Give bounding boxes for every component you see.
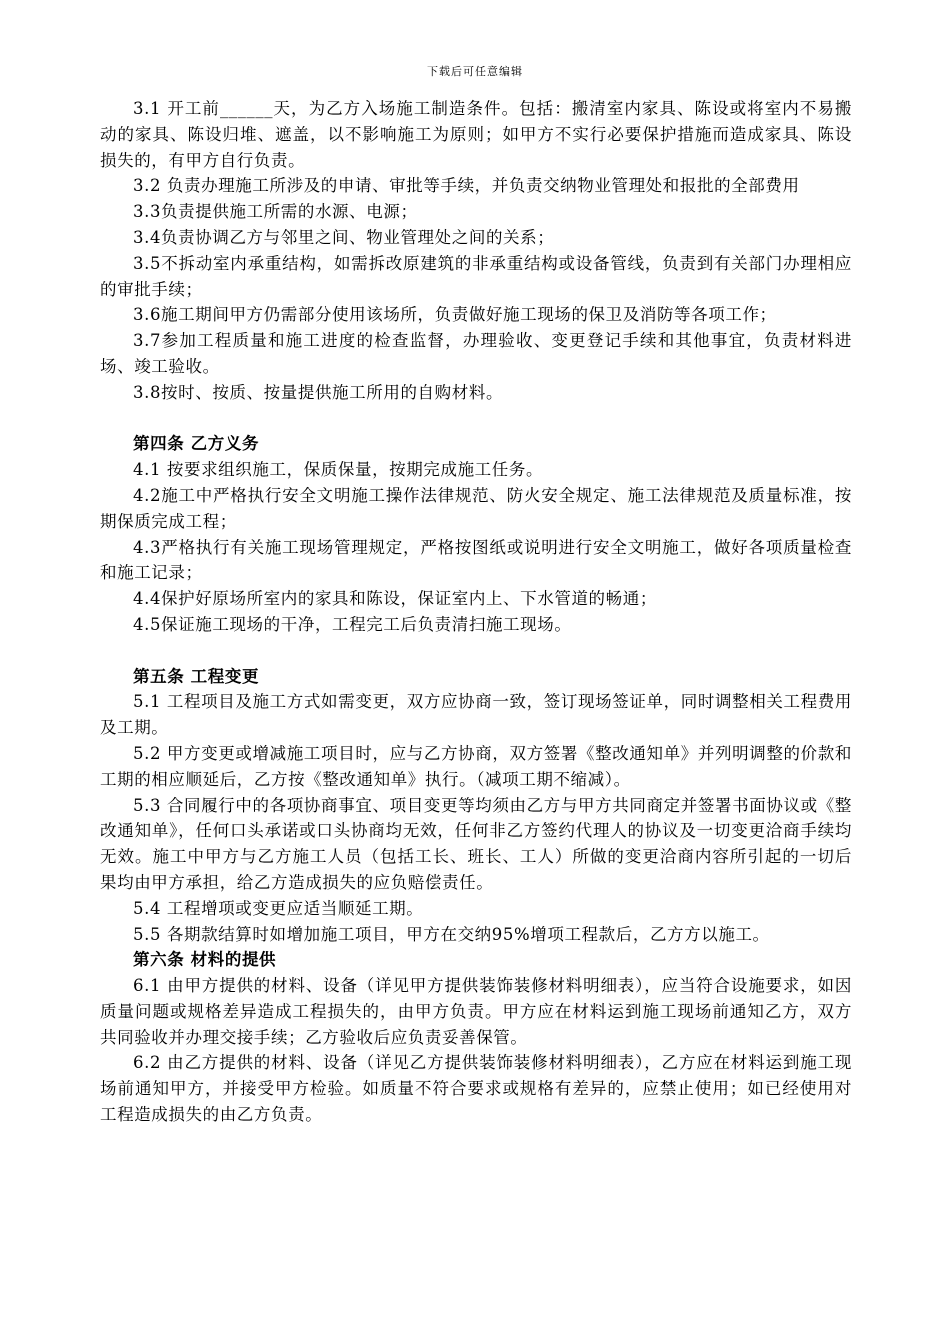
clause-paragraph: 3.6施工期间甲方仍需部分使用该场所，负责做好施工现场的保卫及消防等各项工作； <box>133 305 777 325</box>
page-header: 下载后可任意编辑 <box>427 65 523 78</box>
clause-paragraph: 3.4负责协调乙方与邻里之间、物业管理处之间的关系； <box>133 227 555 247</box>
clause-paragraph: 4.2施工中严格执行安全文明施工操作法律规范、防火安全规定、施工法律规范及质量标准，按期保质完成工程； <box>100 485 852 531</box>
clause-paragraph: 3.1 开工前______天，为乙方入场施工制造条件。包括：搬清室内家具、陈设或将室内不易搬动的家具、陈设归堆、遮盖，以不影响施工为原则；如甲方不实行必要保护措施而造成家具、陈设损失的，有甲方自行负责。 <box>100 99 852 170</box>
clause-paragraph: 5.3 合同履行中的各项协商事宜、项目变更等均须由乙方与甲方共同商定并签署书面协议或《整改通知单》，任何口头承诺或口头协商均无效，任何非乙方签约代理人的协议及一切变更洽商手续均无效。施工中甲方与乙方施工人员（包括工长、班长、工人）所做的变更洽商内容所引起的一切后果均由甲方承担，给乙方造成损失的应负赔偿责任。 <box>100 795 852 892</box>
section-heading: 第五条 工程变更 <box>133 666 260 686</box>
clause-paragraph: 5.2 甲方变更或增减施工项目时，应与乙方协商，双方签署《整改通知单》并列明调整的价款和工期的相应顺延后，乙方按《整改通知单》执行。（减项工期不缩减）。 <box>100 743 852 789</box>
clause-paragraph: 3.2 负责办理施工所涉及的申请、审批等手续，并负责交纳物业管理处和报批的全部费用 <box>133 176 800 196</box>
clause-paragraph: 5.1 工程项目及施工方式如需变更，双方应协商一致，签订现场签证单，同时调整相关工程费用及工期。 <box>100 692 852 738</box>
section-heading: 第六条 材料的提供 <box>133 950 277 970</box>
clause-paragraph: 5.4 工程增项或变更应适当顺延工期。 <box>133 898 424 918</box>
section-heading: 第四条 乙方义务 <box>133 434 260 454</box>
clause-paragraph: 4.5保证施工现场的干净，工程完工后负责清扫施工现场。 <box>133 614 572 634</box>
document-body <box>100 96 852 1128</box>
clause-paragraph: 3.8按时、按质、按量提供施工所用的自购材料。 <box>133 382 504 402</box>
clause-paragraph: 4.3严格执行有关施工现场管理规定，严格按图纸或说明进行安全文明施工，做好各项质量检查和施工记录； <box>100 537 852 583</box>
clause-paragraph: 5.5 各期款结算时如增加施工项目，甲方在交纳95%增项工程款后，乙方方以施工。 <box>133 924 770 944</box>
clause-paragraph: 3.3负责提供施工所需的水源、电源； <box>133 202 418 222</box>
clause-paragraph: 3.7参加工程质量和施工进度的检查监督，办理验收、变更登记手续和其他事宜，负责材料进场、竣工验收。 <box>100 331 852 376</box>
clause-paragraph: 3.5不拆动室内承重结构，如需拆改原建筑的非承重结构或设备管线，负责到有关部门办理相应的审批手续； <box>100 253 852 299</box>
clause-paragraph: 4.1 按要求组织施工，保质保量，按期完成施工任务。 <box>133 460 544 480</box>
clause-paragraph: 6.2 由乙方提供的材料、设备（详见乙方提供装饰装修材料明细表），乙方应在材料运到施工现场前通知甲方，并接受甲方检验。如质量不符合要求或规格有差异的，应禁止使用；如已经使用对工程造成损失的由乙方负责。 <box>100 1053 852 1125</box>
section-spacer <box>100 406 852 432</box>
section-spacer <box>100 638 852 664</box>
clause-paragraph: 6.1 由甲方提供的材料、设备（详见甲方提供装饰装修材料明细表），应当符合设施要求，如因质量问题或规格差异造成工程损失的，由甲方负责。甲方应在材料运到施工现场前通知乙方，双方共同验收并办理交接手续；乙方验收后应负责妥善保管。 <box>100 976 852 1047</box>
clause-paragraph: 4.4保护好原场所室内的家具和陈设，保证室内上、下水管道的畅通； <box>133 589 657 609</box>
